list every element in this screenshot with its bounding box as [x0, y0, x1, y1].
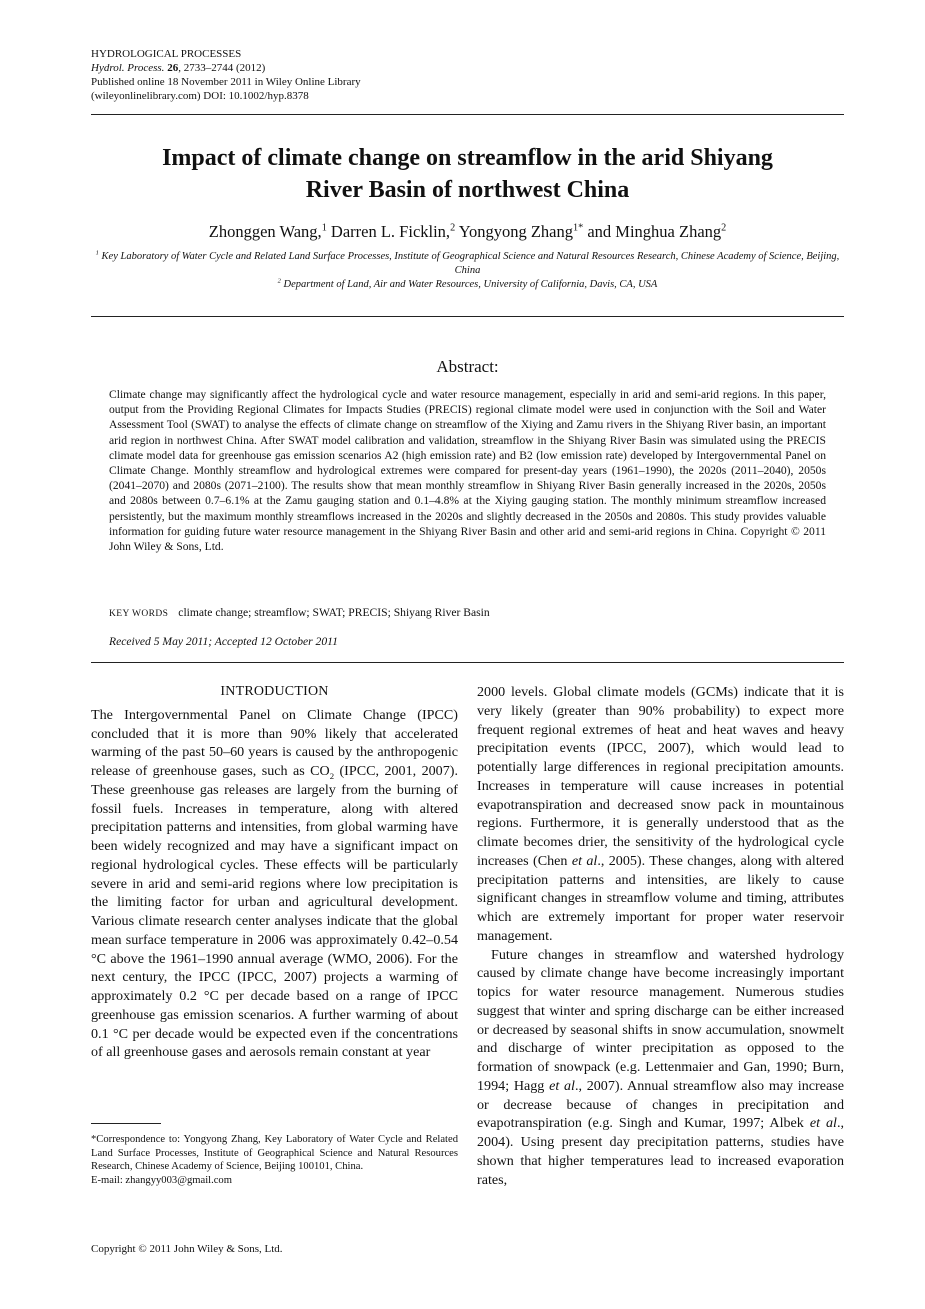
intro-paragraph-1-part-2	[477, 683, 844, 946]
keywords-label: KEY WORDS	[109, 609, 169, 619]
body-column-right	[477, 683, 844, 1189]
abstract-top-rule	[91, 316, 844, 317]
paper-title	[91, 142, 844, 206]
journal-header	[91, 47, 361, 103]
correspondence-email: E-mail: zhangyy003@gmail.com	[91, 1174, 232, 1186]
author-3-name: Yongyong Zhang	[458, 222, 573, 241]
author-separator: and	[583, 222, 616, 241]
affiliation-2-mark: 2	[277, 277, 281, 285]
intro-p2-text-a: Future changes in streamflow and watershed hydrology caused by climate change have become increasingly important topics for water resource management. Numerous studies suggest that winter and spring discharge can be either increased or decreased by seasonal shifts in snow accumulation, snowmelt and discharge of winter precipitation as opposed to the formation of snowpack (e.g. Lettenmaier and Gan, 1990; Burn, 1994; Hagg	[477, 946, 844, 1094]
affiliations	[91, 250, 844, 292]
intro-p2-text-b: ., 2007). Annual streamflow also may increase or decrease because of changes in precipitation and evapotranspiration (e.g. Singh and Kumar, 1997; Albek	[477, 1077, 844, 1132]
correspondence-footnote	[91, 1133, 458, 1187]
intro-paragraph-2	[477, 946, 844, 1190]
received-dates: Received 5 May 2011; Accepted 12 October 2011	[109, 635, 338, 648]
author-1-name: Zhonggen Wang,	[208, 222, 322, 241]
journal-citation	[91, 61, 361, 75]
author-4-affil-mark: 2	[721, 222, 727, 234]
journal-name: HYDROLOGICAL PROCESSES	[91, 48, 242, 60]
intro-p1-text-b: (IPCC, 2001, 2007). These greenhouse gas releases are largely from the burning of fossil fuels. Increases in temperature, along with altered precipitation patterns and intensities, from global warming have been widely recognized and may have a significant impact on regional hydrological cycles. These effects will be particularly severe in arid and semi-arid regions where low precipitation is the limiting factor for urban and agricultural development. Various climate research center analyses indicate that the global mean surface temperature in 2006 was approximately 0.42–0.54 °C above the 1961–1990 annual average (WMO, 2006). For the next century, the IPCC (IPCC, 2007) projects a warming of approximately 0.2 °C per decade based on a range of IPCC greenhouse gas emission scenarios. A further warming of about 0.1 °C per decade would be expected even if the concentrations of all greenhouse gases and aerosols remain constant at year	[91, 763, 458, 1061]
author-list	[91, 222, 844, 242]
intro-p1-text-b-continued: 2000 levels. Global climate models (GCMs) indicate that it is very likely (greater than 90% probability) to expect more frequent regional extremes of heat and heat waves and heavy precipitation events (IPCC, 2007), which would lead to potentially large differences in regional precipitation amounts. Increases in temperature will cause increases in potential evapotranspiration and decreased snow pack in mountainous regions. Furthermore, it is generally understood that as the climate becomes drier, the sensitivity of the hydrological cycle increases (Chen	[477, 684, 844, 869]
correspondence-text: *Correspondence to: Yongyong Zhang, Key Laboratory of Water Cycle and Related Land Surface Processes, Institute of Geographical Science and Natural Resources Research, Chinese Academy of Science, Beijing 100101, China.	[91, 1134, 458, 1173]
intro-p1-text-c: ., 2005). These changes, along with altered precipitation patterns and intensities, are likely to cause significant changes in streamflow volume and timing, attributes which are extremely important for proper water reservoir management.	[477, 852, 844, 944]
intro-p2-etal-1: et al	[549, 1077, 575, 1094]
intro-p1-text-a: The Intergovernmental Panel on Climate Change (IPCC) concluded that it is more than 90% likely that accelerated warming of the past 50–60 years is caused by the anthropogenic release of greenhouse gases, such as CO	[91, 706, 458, 779]
intro-p2-text-c: ., 2004). Using present day precipitation patterns, studies have shown that higher temperatures lead to increased evaporation rates,	[477, 1115, 844, 1188]
journal-abbrev: Hydrol. Process.	[91, 62, 165, 74]
header-rule	[91, 114, 844, 115]
affiliation-1	[91, 250, 844, 278]
body-column-left	[91, 683, 458, 1062]
affiliation-1-mark: 1	[95, 249, 99, 257]
abstract-bottom-rule	[91, 662, 844, 663]
author-1-affil-mark: 1	[321, 222, 327, 234]
abstract-heading: Abstract:	[436, 357, 499, 376]
keywords	[109, 606, 826, 619]
affiliation-1-text: Key Laboratory of Water Cycle and Related Land Surface Processes, Institute of Geographical Science and Natural Resources Research, Chinese Academy of Science, Beijing, China	[101, 251, 840, 276]
author-2-affil-mark: 2	[450, 222, 456, 234]
co2-subscript: 2	[329, 770, 335, 781]
author-2-name: Darren L. Ficklin,	[330, 222, 451, 241]
title-line-2: River Basin of northwest China	[305, 177, 630, 203]
journal-pages-year: , 2733–2744 (2012)	[178, 62, 266, 74]
affiliation-2-text: Department of Land, Air and Water Resources, University of California, Davis, CA, USA	[283, 279, 658, 290]
intro-paragraph-1-part-1	[91, 706, 458, 1062]
affiliation-2	[91, 278, 844, 292]
section-heading-introduction: INTRODUCTION	[220, 684, 329, 699]
author-3	[459, 222, 584, 241]
author-4	[615, 222, 726, 241]
intro-p2-etal-2: et al	[809, 1115, 837, 1132]
journal-volume: 26	[167, 62, 179, 74]
author-3-affil-mark: 1*	[572, 222, 584, 234]
journal-published: Published online 18 November 2011 in Wiley Online Library	[91, 76, 361, 88]
author-1	[209, 222, 327, 241]
footnote-rule	[91, 1123, 161, 1124]
intro-p1-etal: et al	[571, 852, 598, 869]
author-4-name: Minghua Zhang	[615, 222, 722, 241]
copyright-footer: Copyright © 2011 John Wiley & Sons, Ltd.	[91, 1243, 283, 1255]
keywords-text: climate change; streamflow; SWAT; PRECIS; Shiyang River Basin	[178, 606, 490, 619]
journal-doi: (wileyonlinelibrary.com) DOI: 10.1002/hyp.8378	[91, 90, 309, 102]
abstract-body: Climate change may significantly affect the hydrological cycle and water resource management, especially in arid and semi-arid regions. In this paper, output from the Providing Regional Climates for Impacts Studies (PRECIS) regional climate model were used in conjunction with the Soil and Water Assessment Tool (SWAT) to analyse the effects of climate change on streamflow of the Xiying and Zamu rivers in the Shiyang River basin, an important arid region in northwest China. After SWAT model calibration and validation, streamflow in the Shiyang River Basin was simulated using the PRECIS climate model data for greenhouse gas emission scenarios A2 (high emission rate) and B2 (low emission rate) developed by Intergovernmental Panel on Climate Change. Monthly streamflow and hydrological extremes were compared for present-day years (1961–1990), the 2020s (2011–2040), 2050s (2041–2070) and 2080s (2071–2100). The results show that mean monthly streamflow in Shiyang River Basin generally increased in the 2020s, 2050s and 2080s between 0.7–6.1% at the Zamu gauging station and 0.1–4.8% at the Xiying gauging station. The monthly minimum streamflow increased persistently, but the maximum monthly streamflows increased in the 2020s and slightly decreased in the 2050s and 2080s. This study provides valuable information for guiding future water resource management in the Shiyang River Basin and other arid and semi-arid regions in China. Copyright © 2011 John Wiley & Sons, Ltd.	[109, 388, 826, 554]
title-line-1: Impact of climate change on streamflow in the arid Shiyang	[162, 145, 773, 171]
author-2	[331, 222, 455, 241]
